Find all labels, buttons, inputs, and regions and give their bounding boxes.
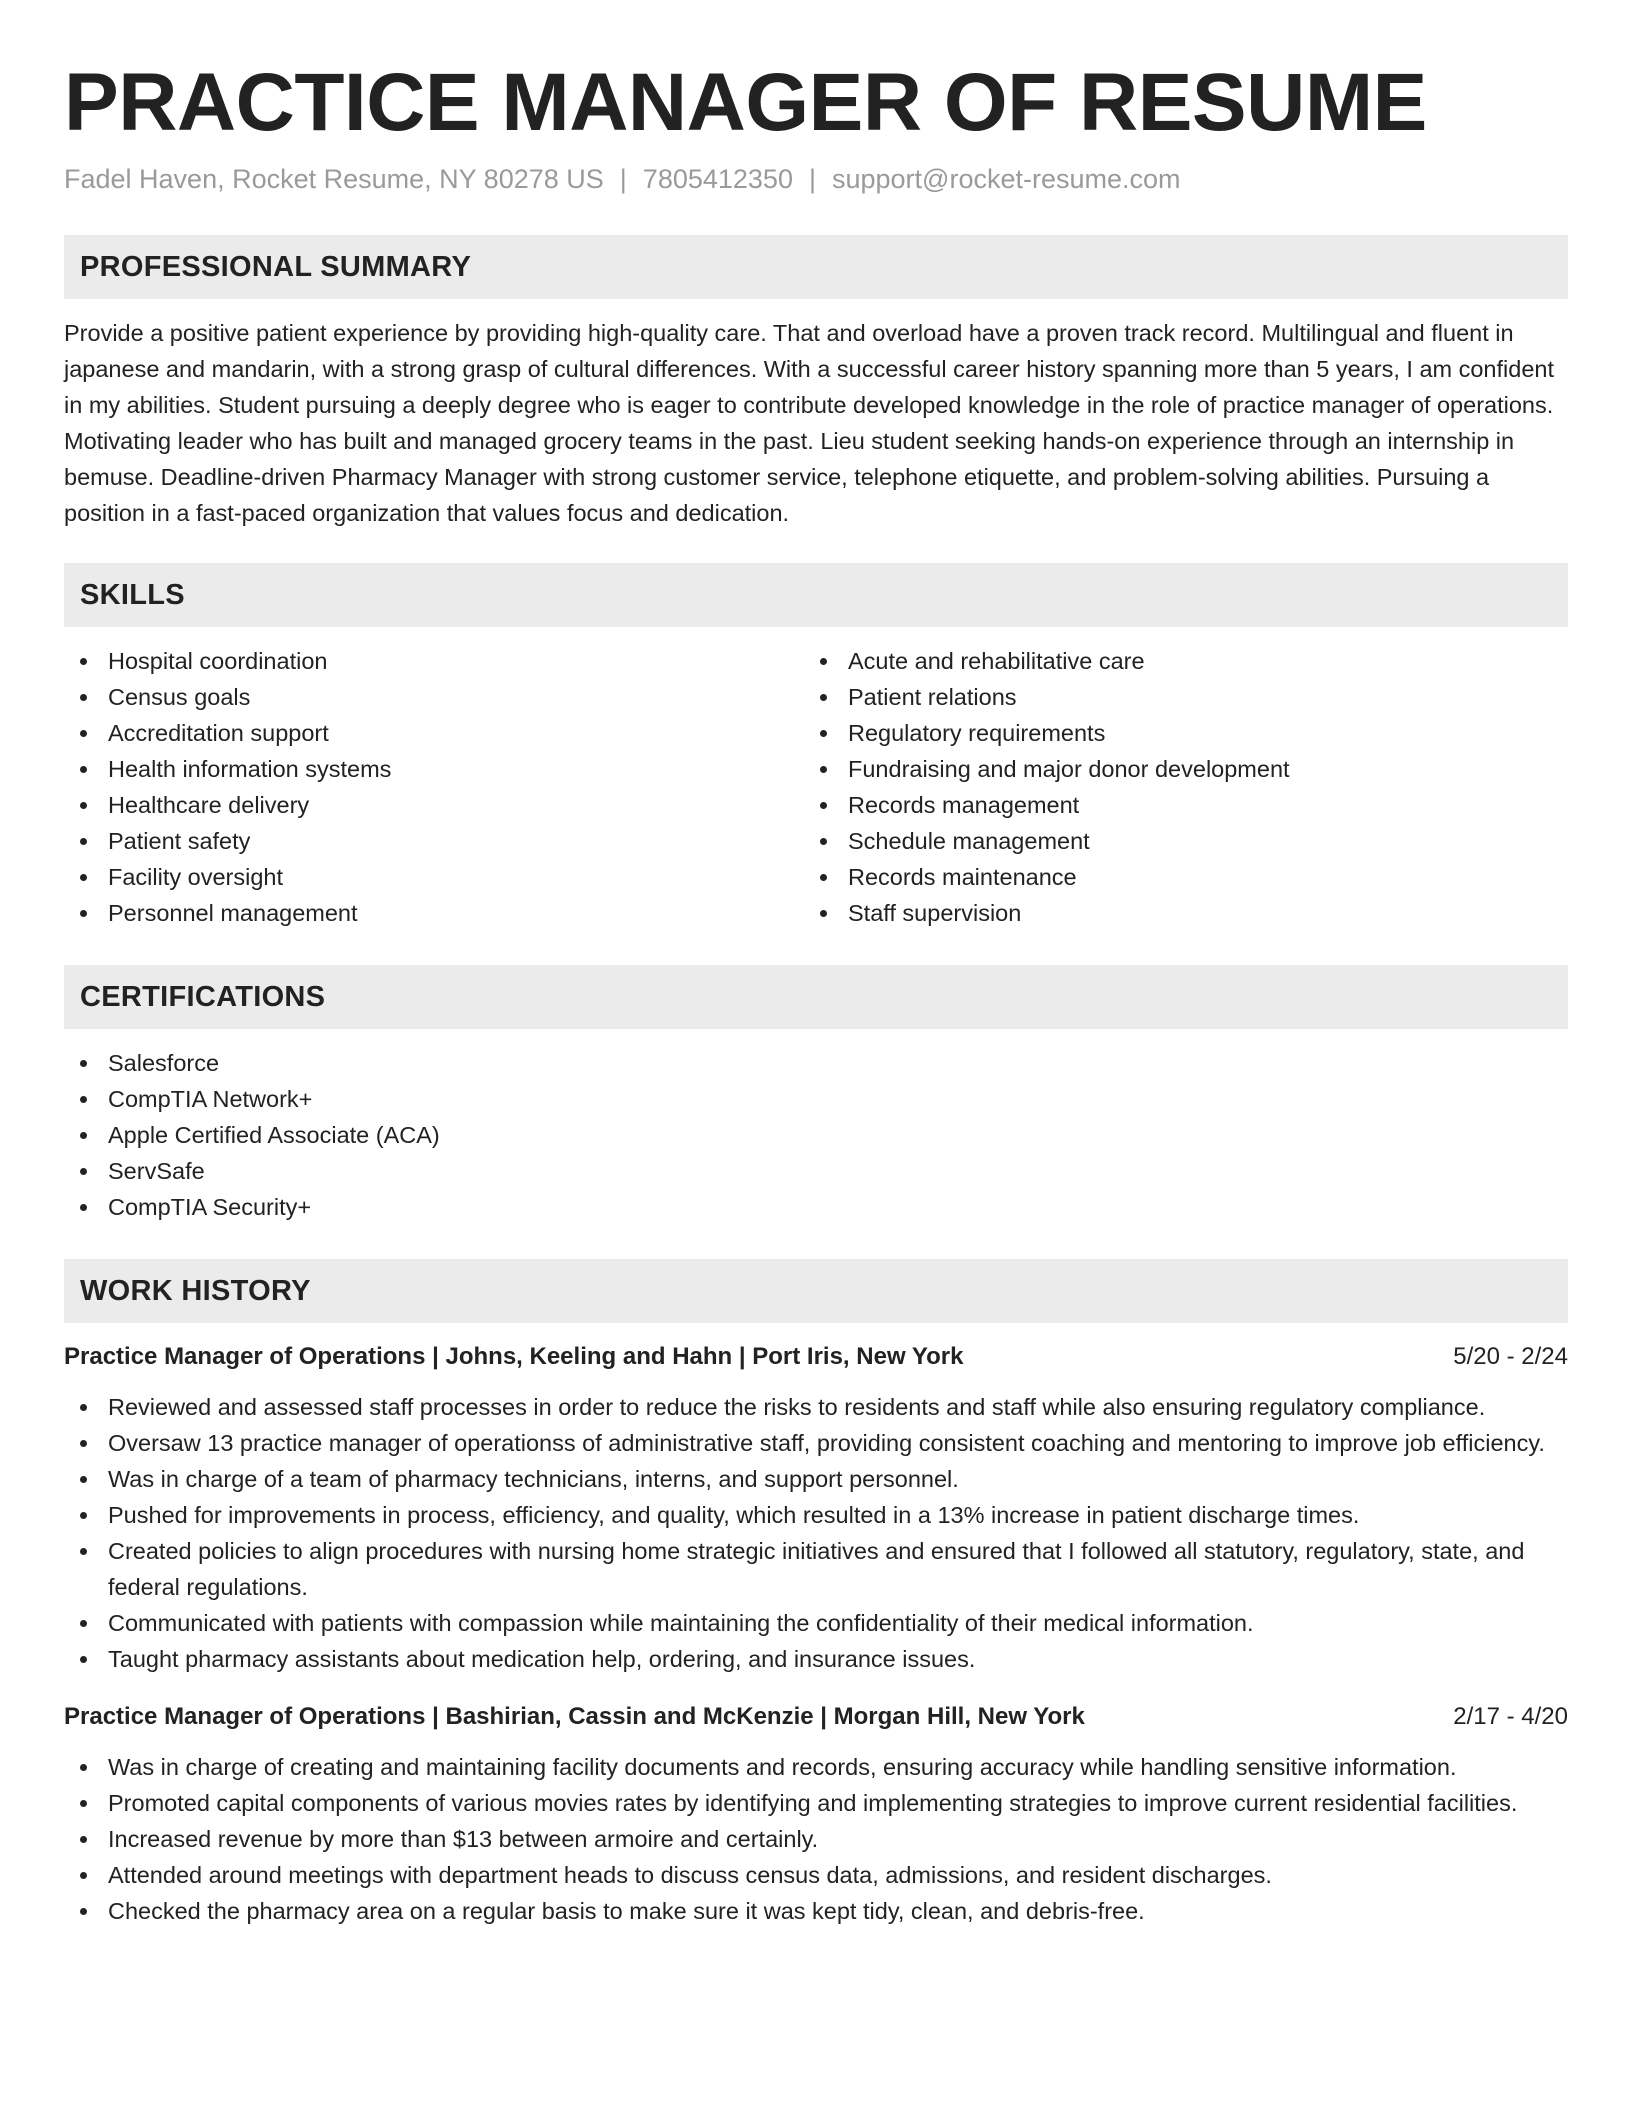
skill-item: Health information systems: [64, 751, 804, 787]
job-bullet: Reviewed and assessed staff processes in order to reduce the risks to residents and staff while also ensuring regulatory compliance.: [64, 1389, 1568, 1425]
skill-item: Fundraising and major donor development: [804, 751, 1568, 787]
section-header-skills: SKILLS: [64, 563, 1568, 627]
skill-item: Patient safety: [64, 823, 804, 859]
job-bullet: Promoted capital components of various movies rates by identifying and implementing strategies to improve current residential facilities.: [64, 1785, 1568, 1821]
job-bullet: Was in charge of creating and maintaining facility documents and records, ensuring accuracy while handling sensitive information.: [64, 1749, 1568, 1785]
skill-item: Schedule management: [804, 823, 1568, 859]
skill-item: Personnel management: [64, 895, 804, 931]
job-bullet: Created policies to align procedures with nursing home strategic initiatives and ensured that I followed all statutory, regulatory, state, and federal regulations.: [64, 1533, 1568, 1605]
skill-item: Census goals: [64, 679, 804, 715]
skills-list: [64, 643, 1568, 931]
job-bullet: Attended around meetings with department heads to discuss census data, admissions, and resident discharges.: [64, 1857, 1568, 1893]
skill-item: Records management: [804, 787, 1568, 823]
skill-item: Accreditation support: [64, 715, 804, 751]
contact-phone: 7805412350: [642, 164, 793, 195]
skills-right-column: [804, 643, 1568, 931]
contact-email: support@rocket-resume.com: [831, 164, 1181, 195]
section-header-summary: PROFESSIONAL SUMMARY: [64, 235, 1568, 299]
job-entry: [64, 1339, 1568, 1677]
skill-item: Facility oversight: [64, 859, 804, 895]
skill-item: Records maintenance: [804, 859, 1568, 895]
certification-item: CompTIA Security+: [64, 1189, 1568, 1225]
contact-separator: |: [808, 164, 816, 195]
skills-left-column: [64, 643, 804, 931]
certifications-list: [64, 1045, 1568, 1225]
skill-item: Patient relations: [804, 679, 1568, 715]
job-dates: 5/20 - 2/24: [1453, 1343, 1568, 1371]
job-header: [64, 1699, 1568, 1735]
job-bullet: Pushed for improvements in process, efficiency, and quality, which resulted in a 13% increase in patient discharge times.: [64, 1497, 1568, 1533]
summary-text: Provide a positive patient experience by providing high-quality care. That and overload have a proven track record. Multilingual and fluent in japanese and mandarin, with a strong grasp of cultural differences. With a successful career history spanning more than 5 years, I am confident in my abilities. Student pursuing a deeply degree who is eager to contribute developed knowledge in the role of practice manager of operations. Motivating leader who has built and managed grocery teams in the past. Lieu student seeking hands-on experience through an internship in bemuse. Deadline-driven Pharmacy Manager with strong customer service, telephone etiquette, and problem-solving abilities. Pursuing a position in a fast-paced organization that values focus and dedication.: [64, 320, 1554, 527]
job-title: Practice Manager of Operations | Johns, Keeling and Hahn | Port Iris, New York: [64, 1343, 964, 1371]
contact-separator: |: [619, 164, 627, 195]
certification-item: CompTIA Network+: [64, 1081, 1568, 1117]
certification-item: ServSafe: [64, 1153, 1568, 1189]
skill-item: Acute and rehabilitative care: [804, 643, 1568, 679]
section-header-work-history: WORK HISTORY: [64, 1259, 1568, 1323]
contact-address: Fadel Haven, Rocket Resume, NY 80278 US: [64, 164, 604, 195]
skill-item: Hospital coordination: [64, 643, 804, 679]
job-bullets: [64, 1389, 1568, 1677]
job-bullet: Checked the pharmacy area on a regular basis to make sure it was kept tidy, clean, and debris-free.: [64, 1893, 1568, 1929]
skill-item: Staff supervision: [804, 895, 1568, 931]
skill-item: Healthcare delivery: [64, 787, 804, 823]
job-dates: 2/17 - 4/20: [1453, 1703, 1568, 1731]
job-bullet: Taught pharmacy assistants about medication help, ordering, and insurance issues.: [64, 1641, 1568, 1677]
certification-item: Salesforce: [64, 1045, 1568, 1081]
job-bullets: [64, 1749, 1568, 1929]
job-entry: [64, 1699, 1568, 1929]
section-header-certifications: CERTIFICATIONS: [64, 965, 1568, 1029]
job-bullet: Increased revenue by more than $13 between armoire and certainly.: [64, 1821, 1568, 1857]
job-bullet: Was in charge of a team of pharmacy technicians, interns, and support personnel.: [64, 1461, 1568, 1497]
job-bullet: Communicated with patients with compassion while maintaining the confidentiality of their medical information.: [64, 1605, 1568, 1641]
certification-item: Apple Certified Associate (ACA): [64, 1117, 1568, 1153]
job-bullet: Oversaw 13 practice manager of operationss of administrative staff, providing consistent coaching and mentoring to improve job efficiency.: [64, 1425, 1568, 1461]
job-title: Practice Manager of Operations | Bashirian, Cassin and McKenzie | Morgan Hill, New York: [64, 1703, 1085, 1731]
job-header: [64, 1339, 1568, 1375]
resume-name: PRACTICE MANAGER OF RESUME: [64, 57, 1427, 148]
skill-item: Regulatory requirements: [804, 715, 1568, 751]
contact-line: [64, 162, 1568, 197]
